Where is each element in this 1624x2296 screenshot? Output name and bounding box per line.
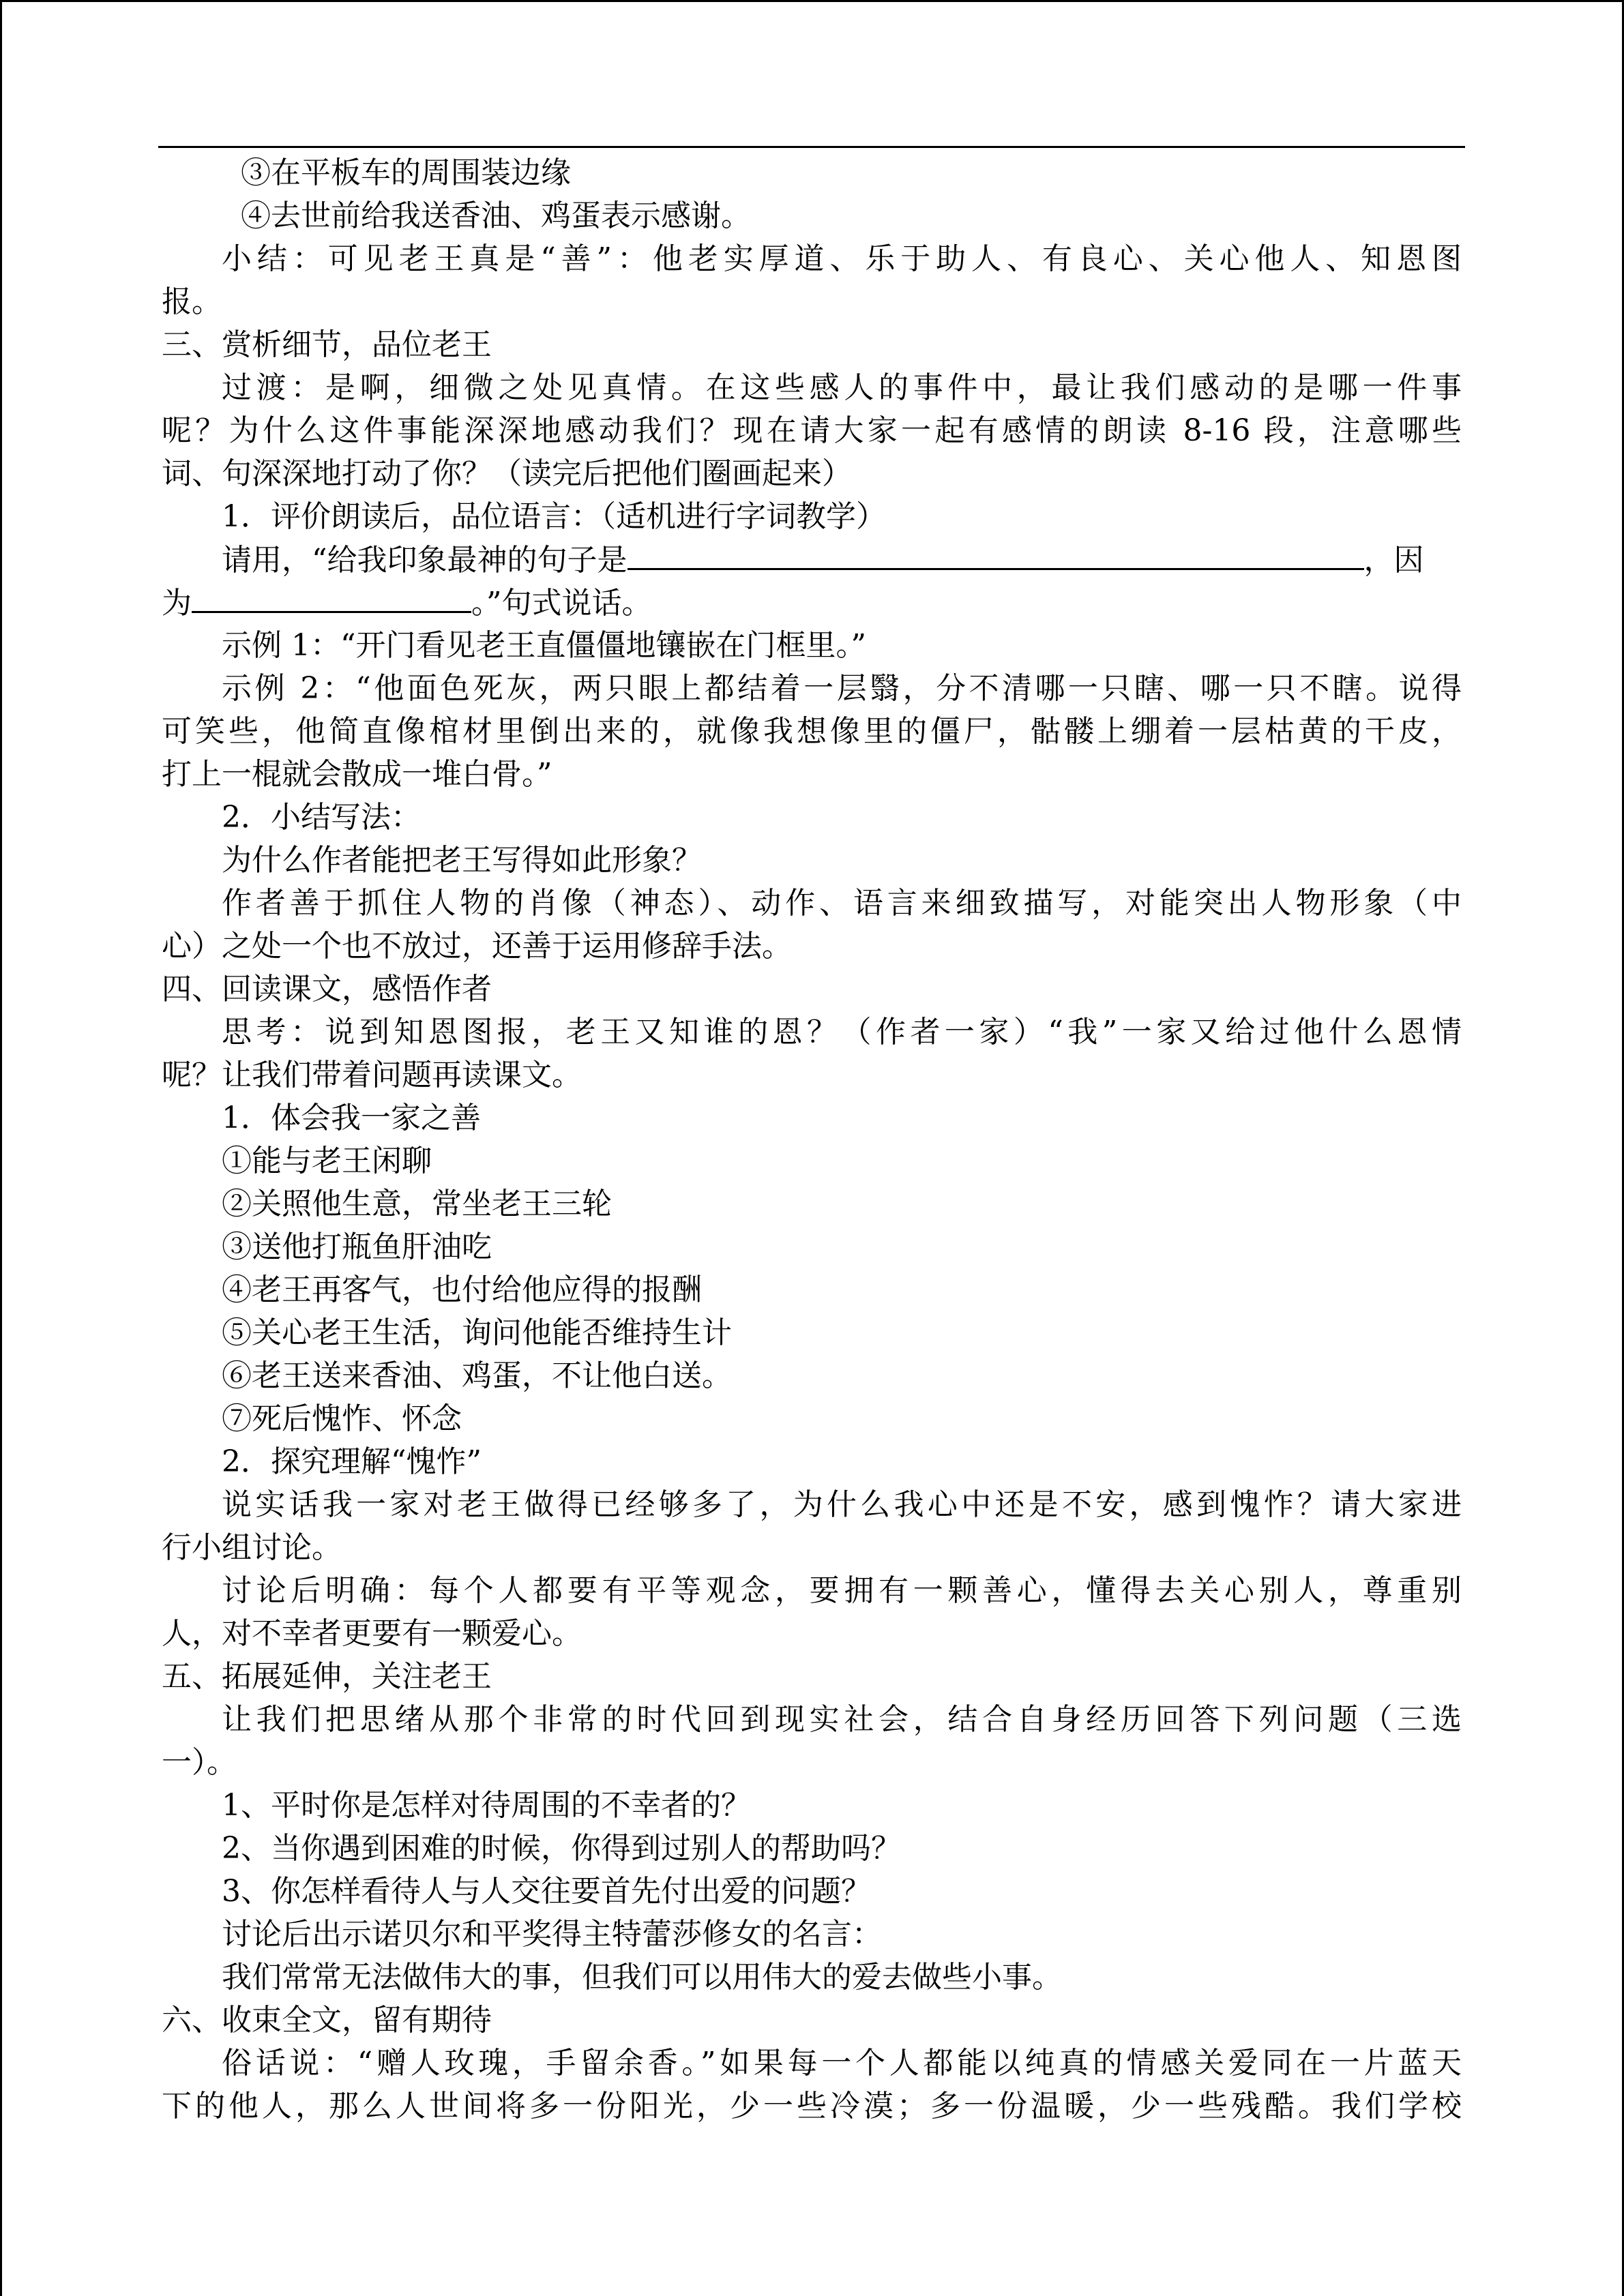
paragraph-line: 俗话说：“赠人玫瑰，手留余香。”如果每一个人都能以纯真的情感关爱同在一片蓝天 — [222, 2046, 1462, 2081]
list-item: 3、你怎样看待人与人交往要首先付出爱的问题？ — [222, 1874, 871, 1909]
section-heading: 三、赏析细节，品位老王 — [162, 327, 492, 362]
paragraph-line: 打上一棍就会散成一堆白骨。” — [162, 757, 552, 792]
list-item: ④去世前给我送香油、鸡蛋表示感谢。 — [241, 198, 751, 233]
list-item: ③送他打瓶鱼肝油吃 — [222, 1229, 492, 1264]
paragraph-line: 下的他人，那么人世间将多一份阳光，少一些冷漠；多一份温暖，少一些残酷。我们学校 — [162, 2089, 1462, 2123]
list-item: ③在平板车的周围装边缘 — [241, 155, 571, 190]
paragraph-text: ，因 — [1363, 543, 1424, 578]
paragraph-line: 人，对不幸者更要有一颗爱心。 — [162, 1616, 582, 1651]
fill-blank-line — [628, 538, 1364, 570]
paragraph-line: 一）。 — [162, 1745, 237, 1780]
list-item: ⑦死后愧怍、怀念 — [222, 1401, 462, 1436]
section-heading: 五、拓展延伸，关注老王 — [162, 1659, 492, 1694]
paragraph-line: 呢？让我们带着问题再读课文。 — [162, 1058, 582, 1092]
subheading: 2．探究理解“愧怍” — [222, 1444, 482, 1479]
example-line: 示例 1：“开门看见老王直僵僵地镶嵌在门框里。” — [222, 628, 866, 663]
subheading: 1．体会我一家之善 — [222, 1101, 481, 1135]
list-item: ⑥老王送来香油、鸡蛋，不让他白送。 — [222, 1358, 732, 1393]
list-item: 2、当你遇到困难的时候，你得到过别人的帮助吗？ — [222, 1831, 901, 1866]
paragraph-line: 心）之处一个也不放过，还善于运用修辞手法。 — [162, 929, 792, 964]
paragraph-line: 过渡：是啊，细微之处见真情。在这些感人的事件中，最让我们感动的是哪一件事 — [222, 370, 1462, 405]
paragraph-line: 让我们把思绪从那个非常的时代回到现实社会，结合自身经历回答下列问题（三选 — [222, 1702, 1462, 1737]
list-item: 1、平时你是怎样对待周围的不幸者的？ — [222, 1788, 751, 1823]
fill-in-sentence — [162, 538, 1462, 581]
paragraph-text: 为 — [162, 586, 192, 621]
document-body — [162, 151, 1462, 2128]
paragraph-line: 小结：可见老王真是“善”：他老实厚道、乐于助人、有良心、关心他人、知恩图 — [222, 241, 1462, 276]
paragraph-line: 讨论后明确：每个人都要有平等观念，要拥有一颗善心，懂得去关心别人，尊重别 — [222, 1573, 1462, 1608]
subheading: 2．小结写法： — [222, 800, 421, 835]
list-item: ⑤关心老王生活，询问他能否维持生计 — [222, 1315, 732, 1350]
paragraph-line: 说实话我一家对老王做得已经够多了，为什么我心中还是不安，感到愧怍？请大家进 — [222, 1487, 1462, 1522]
fill-in-sentence — [162, 581, 1462, 624]
paragraph-line: 讨论后出示诺贝尔和平奖得主特蕾莎修女的名言： — [222, 1917, 882, 1952]
quote-line: 我们常常无法做伟大的事，但我们可以用伟大的爱去做些小事。 — [222, 1960, 1062, 1995]
list-item: ①能与老王闲聊 — [222, 1144, 432, 1178]
paragraph-line: 行小组讨论。 — [162, 1530, 342, 1565]
paragraph-line: 思考：说到知恩图报，老王又知谁的恩？（作者一家）“我”一家又给过他什么恩情 — [222, 1015, 1462, 1049]
example-line: 示例 2：“他面色死灰，两只眼上都结着一层翳，分不清哪一只瞎、哪一只不瞎。说得 — [222, 671, 1462, 706]
paragraph-line: 词、句深深地打动了你？（读完后把他们圈画起来） — [162, 456, 852, 491]
page-edge-left — [0, 0, 2, 2296]
page-edge-top — [0, 0, 1624, 2]
subheading: 1．评价朗读后，品位语言：（适机进行字词教学） — [222, 499, 886, 534]
paragraph-text: 。”句式说话。 — [471, 586, 652, 621]
list-item: ②关照他生意，常坐老王三轮 — [222, 1187, 612, 1221]
header-rule — [158, 146, 1465, 148]
paragraph-text: 请用，“给我印象最神的句子是 — [222, 543, 628, 578]
paragraph-line: 为什么作者能把老王写得如此形象？ — [222, 843, 702, 878]
section-heading: 四、回读课文，感悟作者 — [162, 972, 492, 1007]
paragraph-line: 报。 — [162, 284, 222, 319]
fill-blank-line — [192, 581, 471, 613]
list-item: ④老王再客气，也付给他应得的报酬 — [222, 1272, 702, 1307]
section-heading: 六、收束全文，留有期待 — [162, 2003, 492, 2038]
paragraph-line: 呢？为什么这件事能深深地感动我们？现在请大家一起有感情的朗读 8-16 段，注意哪些 — [162, 413, 1462, 448]
paragraph-line: 作者善于抓住人物的肖像（神态）、动作、语言来细致描写，对能突出人物形象（中 — [222, 886, 1462, 921]
paragraph-line: 可笑些，他简直像棺材里倒出来的，就像我想像里的僵尸，骷髅上绷着一层枯黄的干皮， — [162, 714, 1462, 749]
